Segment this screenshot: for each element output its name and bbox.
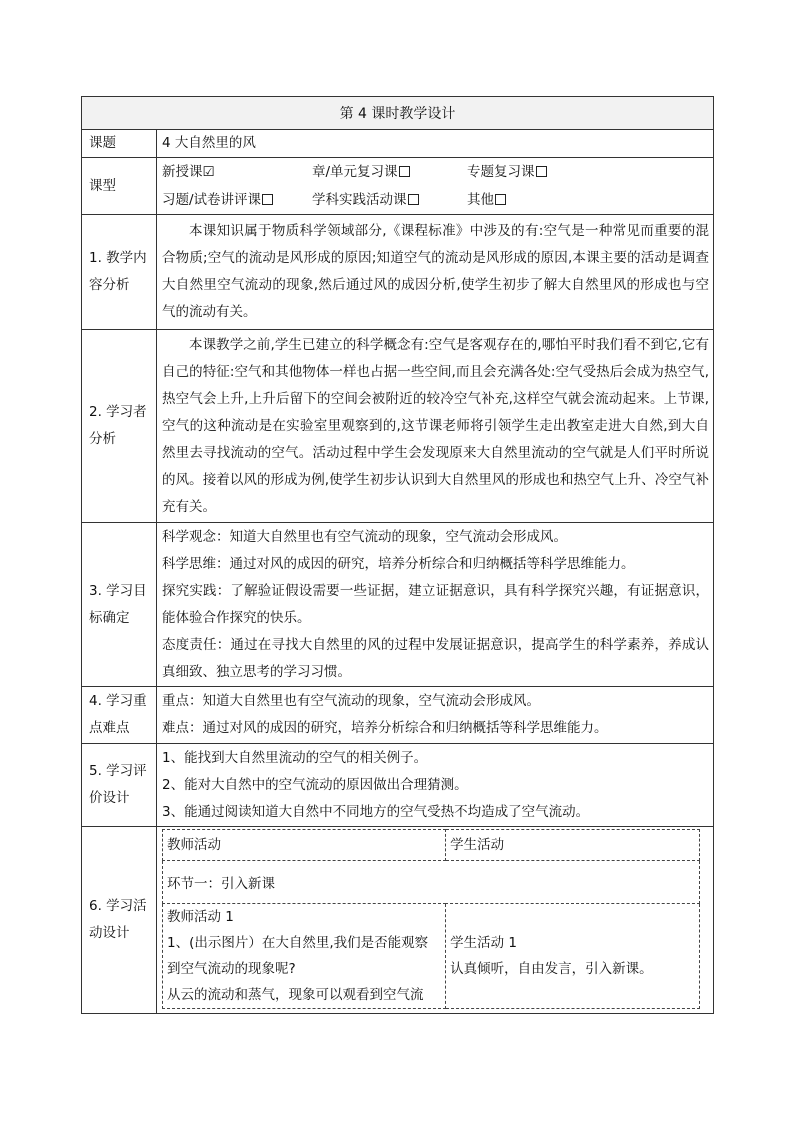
row3-content [157, 523, 714, 687]
option-other[interactable]: 其他 [467, 186, 597, 214]
checkbox-icon[interactable] [536, 166, 547, 177]
checkbox-icon[interactable] [408, 194, 419, 205]
activity-design [157, 827, 714, 1014]
option-new-lesson[interactable]: 新授课☑ [162, 164, 215, 180]
checkbox-icon[interactable] [399, 166, 410, 177]
student-activity-header: 学生活动 [446, 830, 700, 861]
page-title: 第 4 课时教学设计 [82, 97, 714, 130]
option-topic-review[interactable]: 专题复习课 [467, 158, 597, 186]
lesson-plan [81, 96, 713, 1014]
objective-concept: 科学观念：知道大自然里也有空气流动的现象，空气流动会形成风。 [162, 528, 567, 545]
teacher-activity-header: 教师活动 [163, 830, 446, 861]
row5-label: 5. 学习评 价设计 [82, 744, 157, 827]
teacher-activity-1: 教师活动 1 1、(出示图片）在大自然里,我们是否能观察到空气流动的现象呢? 从云的流动和蒸气，现象可以观看到空气流 [163, 904, 446, 1009]
option-practice-lesson[interactable]: 学科实践活动课 [312, 186, 467, 214]
row4-content [157, 687, 714, 744]
objective-thinking: 科学思维：通过对风的成因的研究，培养分析综合和归纳概括等科学思维能力。 [162, 555, 635, 572]
kexing-options [157, 158, 714, 215]
option-exercise-review[interactable]: 习题/试卷讲评课 [162, 186, 312, 214]
row2-label: 2. 学习者 分析 [82, 330, 157, 523]
keti-label: 课题 [82, 130, 157, 158]
row1-label: 1. 教学内 容分析 [82, 215, 157, 330]
keti-value: 4 大自然里的风 [157, 130, 714, 158]
key-point: 重点：知道大自然里也有空气流动的现象，空气流动会形成风。 [162, 693, 540, 709]
row5-content [157, 744, 714, 827]
kexing-label: 课型 [82, 158, 157, 215]
section-title: 环节一：引入新课 [163, 861, 700, 904]
checkbox-icon[interactable] [495, 194, 506, 205]
objective-practice: 探究实践：了解验证假设需要一些证据，建立证据意识，具有科学探究兴趣，有证据意识，能体验合作探究的快乐。 [162, 582, 709, 626]
row2-content: 本课教学之前,学生已建立的科学概念有:空气是客观存在的,哪怕平时我们看不到它,它有自己的特征:空气和其他物体一样也占据一些空间,而且会充满各处:空气受热后会成为热空气,热空气会上升,上升后留下的空间会被附近的较冷空气补充,这样空气就会流动起来。上节课,空气的这种流动是在实验室里观察到的,这节课老师将引领学生走出教室走进大自然,到大自然里去寻找流动的空气。活动过程中学生会发现原来大自然里流动的空气就是人们平时所说的风。接着以风的形成为例,使学生初步认识到大自然里风的形成也和热空气上升、冷空气补充有关。 [157, 330, 714, 523]
row3-label: 3. 学习目 标确定 [82, 523, 157, 687]
evaluation-item: 3、能通过阅读知道大自然中不同地方的空气受热不均造成了空气流动。 [162, 803, 590, 820]
lesson-plan-table [81, 96, 714, 1014]
row1-content: 本课知识属于物质科学领域部分,《课程标准》中涉及的有:空气是一种常见而重要的混合物质;空气的流动是风形成的原因;知道空气的流动是风形成的原因,本课主要的活动是调查大自然里空气流动的现象,然后通过风的成因分析,使学生初步了解大自然里风的形成也与空气的流动有关。 [157, 215, 714, 330]
row4-label: 4. 学习重 点难点 [82, 687, 157, 744]
activity-table [162, 829, 700, 1009]
option-unit-review[interactable]: 章/单元复习课 [312, 158, 467, 186]
checkbox-icon[interactable] [262, 194, 273, 205]
evaluation-item: 2、能对大自然中的空气流动的原因做出合理猜测。 [162, 776, 468, 793]
objective-attitude: 态度责任：通过在寻找大自然里的风的过程中发展证据意识，提高学生的科学素养，养成认真细致、独立思考的学习习惯。 [162, 636, 709, 680]
difficult-point: 难点：通过对风的成因的研究，培养分析综合和归纳概括等科学思维能力。 [162, 720, 608, 736]
row6-label: 6. 学习活 动设计 [82, 827, 157, 1014]
student-activity-1: 学生活动 1 认真倾听，自由发言，引入新课。 [446, 904, 700, 1009]
evaluation-item: 1、能找到大自然里流动的空气的相关例子。 [162, 749, 428, 766]
